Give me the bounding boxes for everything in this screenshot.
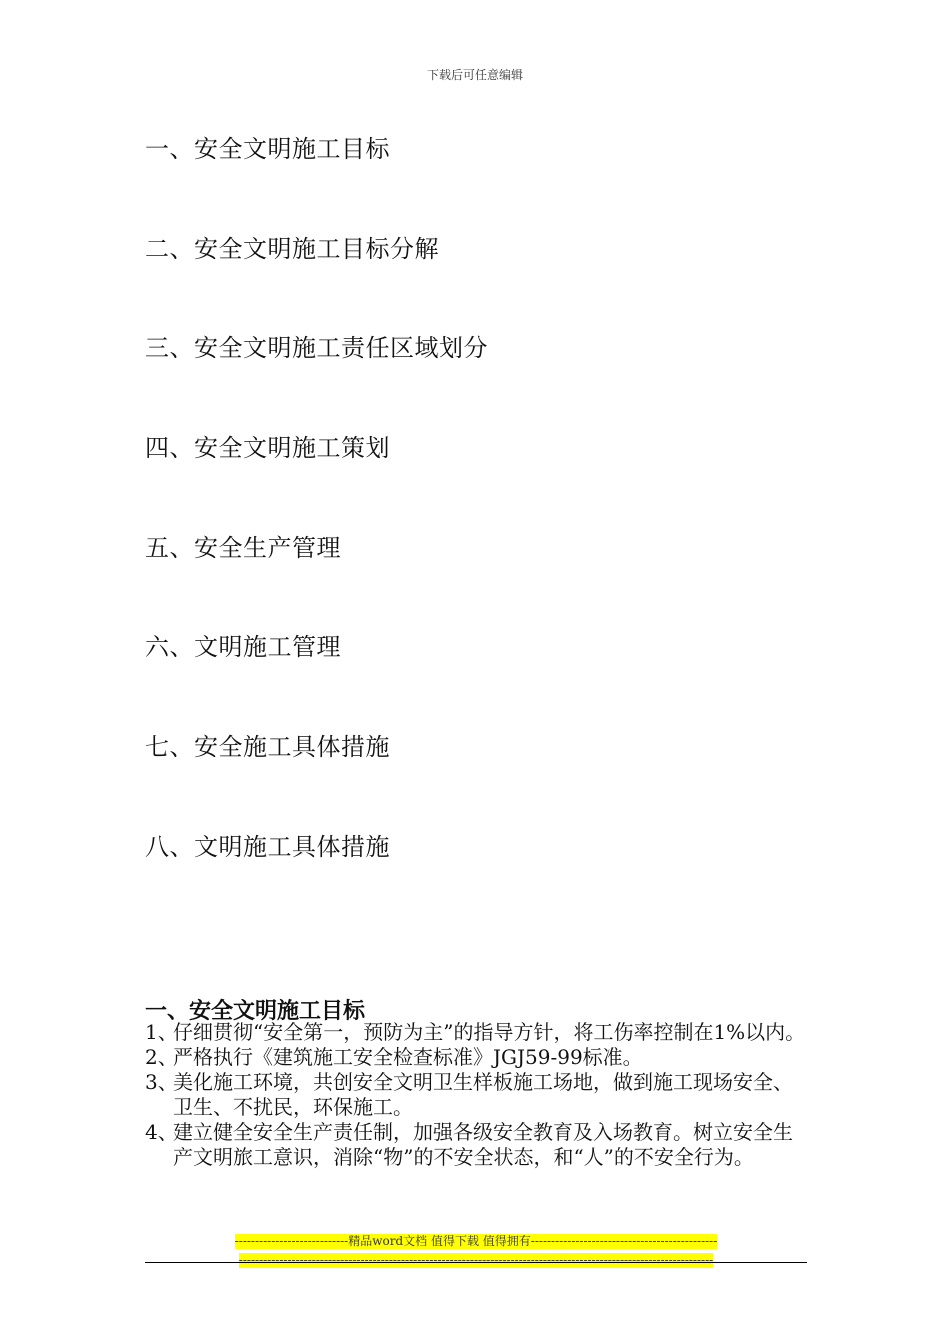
- toc-item: 一、安全文明施工目标: [145, 135, 390, 163]
- page-header: 下载后可任意编辑: [426, 68, 523, 82]
- list-item: [145, 1045, 807, 1070]
- item-number: 3、: [145, 1070, 178, 1094]
- footer-divider: [145, 1262, 807, 1263]
- item-text: 仔细贯彻“安全第一，预防为主”的指导方针，将工伤率控制在1%以内。: [173, 1020, 806, 1044]
- section-title: 一、安全文明施工目标: [145, 998, 366, 1024]
- table-of-contents: [145, 132, 488, 930]
- list-item: [145, 1070, 807, 1120]
- footer-line: ---------------------------------------------------------------------------------------------------------------------: [238, 1253, 714, 1267]
- toc-item: 四、安全文明施工策划: [145, 434, 390, 463]
- toc-item: 二、安全文明施工目标分解: [145, 234, 439, 263]
- toc-item: 七、安全施工具体措施: [145, 733, 390, 762]
- toc-item: 五、安全生产管理: [145, 533, 341, 562]
- item-number: 2、: [145, 1045, 178, 1069]
- list-item: [145, 1020, 807, 1045]
- toc-item: 六、文明施工管理: [145, 633, 341, 662]
- list-item: [145, 1120, 807, 1170]
- item-number: 4、: [145, 1120, 178, 1144]
- footer-line: ----------------------------精品word文档 值得下载 值得拥有----------------------------------------------: [234, 1234, 718, 1248]
- item-text: 美化施工环境，共创安全文明卫生样板施工场地，做到施工现场安全、卫生、不扰民，环保施工。: [173, 1070, 793, 1119]
- goal-list: [145, 1020, 807, 1170]
- item-text: 严格执行《建筑施工安全检查标准》JGJ59-99标准。: [173, 1045, 643, 1069]
- toc-item: 八、文明施工具体措施: [145, 832, 390, 861]
- toc-item: 三、安全文明施工责任区域划分: [145, 334, 488, 363]
- item-number: 1、: [145, 1020, 178, 1044]
- item-text: 建立健全安全生产责任制，加强各级安全教育及入场教育。树立安全生产文明旅工意识，消除“物”的不安全状态，和“人”的不安全行为。: [173, 1120, 793, 1169]
